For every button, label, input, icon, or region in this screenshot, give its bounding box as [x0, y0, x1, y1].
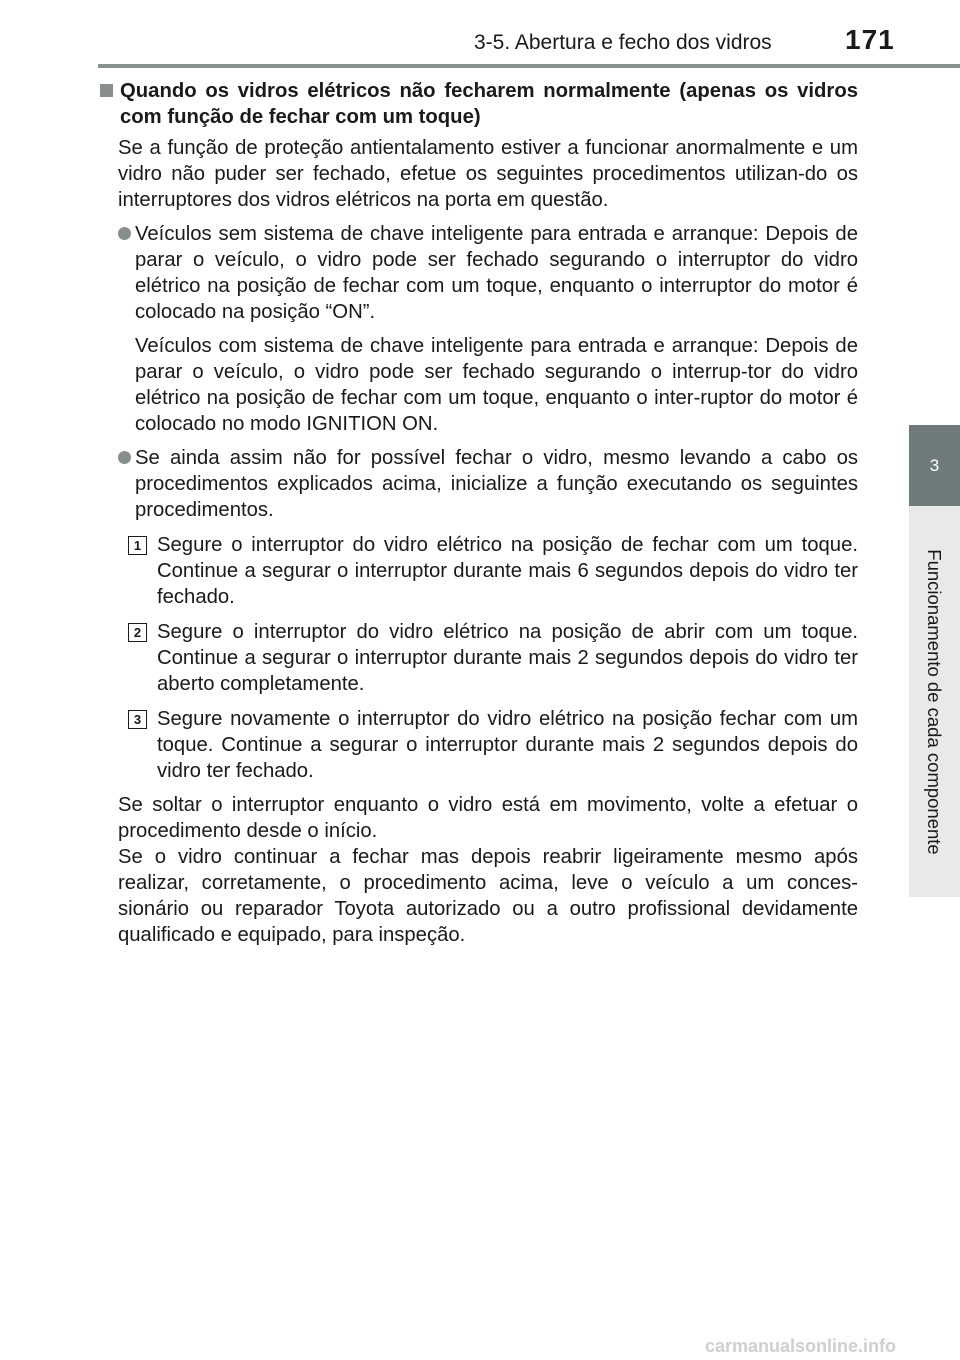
round-bullet-icon [118, 451, 131, 464]
main-content [98, 78, 858, 948]
step-item [98, 706, 858, 784]
bullet-text: Veículos sem sistema de chave inteligente para entrada e arranque: Depois de parar o veículo, o vidro pode ser fechado segurando o interruptor do vidro elétrico na posição de fechar com um toque, enquanto o interruptor do motor é colocado na posição “ON”. [135, 223, 858, 323]
step-item [98, 619, 858, 697]
step-number-box: 2 [128, 623, 147, 642]
step-text: Segure o interruptor do vidro elétrico na posição de abrir com um toque. Continue a segurar o interruptor durante mais 2 segundos depois do vidro ter aberto completamente. [157, 621, 858, 695]
step-text: Segure novamente o interruptor do vidro elétrico na posição fechar com um toque. Continue a segurar o interruptor durante mais 2 segundos depois do vidro ter fechado. [157, 708, 858, 782]
closing-paragraph-2: Se o vidro continuar a fechar mas depois reabrir ligeiramente mesmo após realizar, corretamente, o procedimento acima, leve o veículo a um conces-sionário ou reparador Toyota autorizado ou a outro profissional devidamente qualificado e equipado, para inspeção. [118, 846, 858, 946]
bullet-item [98, 221, 858, 325]
bullet-text: Se ainda assim não for possível fechar o vidro, mesmo levando a cabo os procedimentos explicados acima, inicialize a função executando os seguintes procedimentos. [135, 447, 858, 521]
intro-paragraph: Se a função de proteção antientalamento estiver a funcionar anormalmente e um vidro não puder ser fechado, efetue os seguintes procedimentos utilizan-do os interruptores dos vidros elétricos na porta em questão. [118, 137, 858, 211]
step-text: Segure o interruptor do vidro elétrico na posição de fechar com um toque. Continue a segurar o interruptor durante mais 6 segundos depois do vidro ter fechado. [157, 534, 858, 608]
header-rule [98, 64, 960, 68]
square-bullet-icon [100, 84, 113, 97]
step-number-box: 1 [128, 536, 147, 555]
step-number-box: 3 [128, 710, 147, 729]
chapter-label: Funcionamento de cada componente [924, 549, 945, 855]
section-heading [98, 78, 858, 130]
heading-text: Quando os vidros elétricos não fecharem normalmente (apenas os vidros com função de fechar com um toque) [120, 80, 858, 128]
bullet-item [98, 445, 858, 523]
step-item [98, 532, 858, 610]
bullet-continuation: Veículos com sistema de chave inteligente para entrada e arranque: Depois de parar o veículo, o vidro pode ser fechado segurando o interrup-tor do vidro elétrico na posição de fechar com um toque, enquanto o inter-ruptor do motor é colocado no modo IGNITION ON. [135, 335, 858, 435]
watermark: carmanualsonline.info [705, 1336, 897, 1356]
round-bullet-icon [118, 227, 131, 240]
closing-paragraph: Se soltar o interruptor enquanto o vidro está em movimento, volte a efetuar o procedimento desde o início. [118, 794, 858, 842]
chapter-number: 3 [929, 455, 940, 475]
page-number: 171 [845, 24, 895, 55]
section-title: 3-5. Abertura e fecho dos vidros [474, 31, 772, 54]
chapter-tab [909, 425, 960, 506]
